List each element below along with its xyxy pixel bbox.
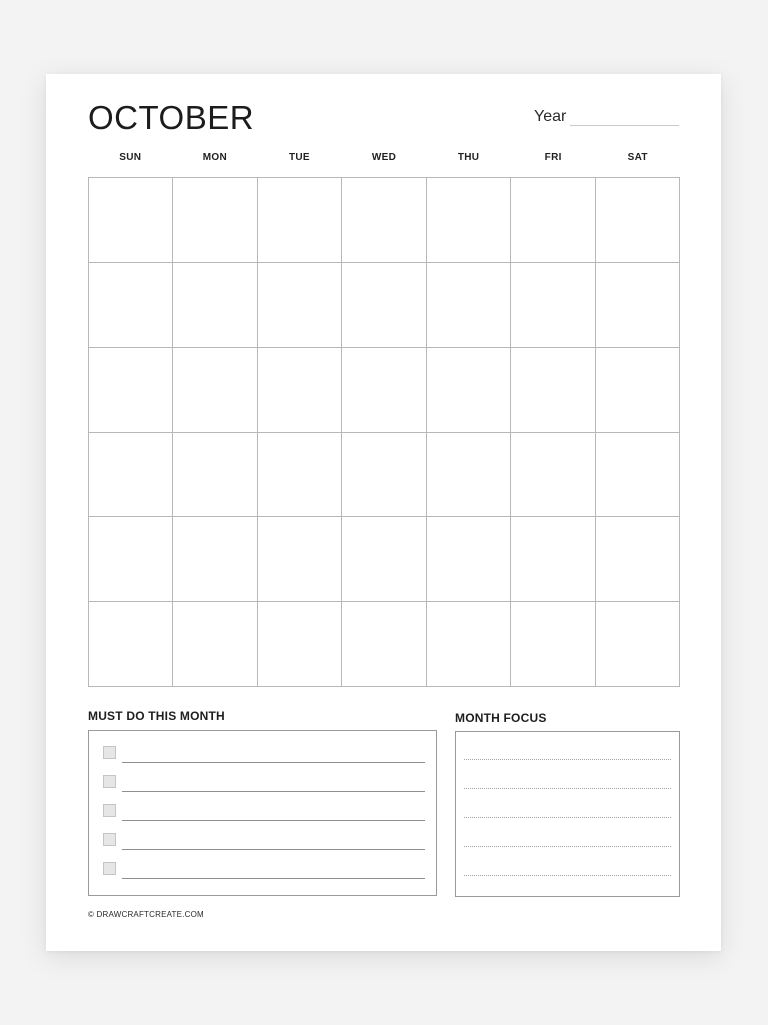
day-cell[interactable] — [596, 263, 680, 348]
day-cell[interactable] — [511, 348, 595, 433]
focus-write-line[interactable] — [464, 788, 671, 789]
day-cell[interactable] — [511, 433, 595, 518]
year-field — [534, 108, 679, 128]
weekday-header — [88, 152, 680, 163]
task-row — [103, 775, 425, 791]
year-label: Year — [534, 108, 567, 125]
day-cell[interactable] — [89, 263, 173, 348]
day-cell[interactable] — [596, 602, 680, 687]
day-cell[interactable] — [258, 433, 342, 518]
day-cell[interactable] — [258, 263, 342, 348]
task-checkbox[interactable] — [103, 804, 116, 817]
task-write-line[interactable] — [122, 849, 425, 850]
weekday-wed: WED — [371, 152, 397, 163]
task-checkbox[interactable] — [103, 833, 116, 846]
task-checkbox[interactable] — [103, 862, 116, 875]
must-do-box — [88, 730, 437, 896]
task-row — [103, 833, 425, 849]
weekday-thu: THU — [457, 152, 480, 163]
month-title: OCTOBER — [88, 99, 255, 136]
weekday-tue: TUE — [288, 152, 310, 163]
task-write-line[interactable] — [122, 791, 425, 792]
day-cell[interactable] — [342, 178, 426, 263]
must-do-title: MUST DO THIS MONTH — [88, 709, 225, 723]
day-cell[interactable] — [427, 517, 511, 602]
day-cell[interactable] — [258, 602, 342, 687]
focus-write-line[interactable] — [464, 875, 671, 876]
day-cell[interactable] — [342, 433, 426, 518]
day-cell[interactable] — [342, 517, 426, 602]
day-cell[interactable] — [511, 602, 595, 687]
day-cell[interactable] — [596, 178, 680, 263]
day-cell[interactable] — [427, 602, 511, 687]
year-write-line — [570, 125, 679, 126]
day-cell[interactable] — [173, 517, 257, 602]
day-cell[interactable] — [173, 178, 257, 263]
day-cell[interactable] — [258, 517, 342, 602]
day-cell[interactable] — [596, 348, 680, 433]
day-cell[interactable] — [427, 348, 511, 433]
day-cell[interactable] — [511, 263, 595, 348]
weekday-sun: SUN — [119, 152, 142, 163]
task-row — [103, 746, 425, 762]
task-write-line[interactable] — [122, 762, 425, 763]
day-cell[interactable] — [89, 178, 173, 263]
day-cell[interactable] — [596, 433, 680, 518]
day-cell[interactable] — [511, 178, 595, 263]
month-focus-title: MONTH FOCUS — [455, 711, 547, 725]
day-cell[interactable] — [511, 517, 595, 602]
task-write-line[interactable] — [122, 878, 425, 879]
day-cell[interactable] — [427, 263, 511, 348]
task-row — [103, 804, 425, 820]
footer-credit: © DRAWCRAFTCREATE.COM — [88, 910, 204, 919]
task-write-line[interactable] — [122, 820, 425, 821]
weekday-mon: MON — [202, 152, 227, 163]
task-row — [103, 862, 425, 878]
weekday-sat: SAT — [627, 152, 648, 163]
calendar-grid — [88, 177, 680, 687]
focus-write-line[interactable] — [464, 759, 671, 760]
day-cell[interactable] — [427, 178, 511, 263]
day-cell[interactable] — [258, 348, 342, 433]
day-cell[interactable] — [596, 517, 680, 602]
day-cell[interactable] — [89, 348, 173, 433]
day-cell[interactable] — [173, 263, 257, 348]
day-cell[interactable] — [89, 433, 173, 518]
month-focus-box — [455, 731, 680, 897]
calendar-page — [46, 74, 721, 951]
day-cell[interactable] — [173, 348, 257, 433]
task-checkbox[interactable] — [103, 746, 116, 759]
day-cell[interactable] — [89, 602, 173, 687]
day-cell[interactable] — [173, 602, 257, 687]
day-cell[interactable] — [342, 602, 426, 687]
day-cell[interactable] — [89, 517, 173, 602]
weekday-fri: FRI — [544, 152, 562, 163]
day-cell[interactable] — [173, 433, 257, 518]
day-cell[interactable] — [342, 263, 426, 348]
day-cell[interactable] — [342, 348, 426, 433]
day-cell[interactable] — [427, 433, 511, 518]
focus-write-line[interactable] — [464, 846, 671, 847]
day-cell[interactable] — [258, 178, 342, 263]
focus-write-line[interactable] — [464, 817, 671, 818]
task-checkbox[interactable] — [103, 775, 116, 788]
